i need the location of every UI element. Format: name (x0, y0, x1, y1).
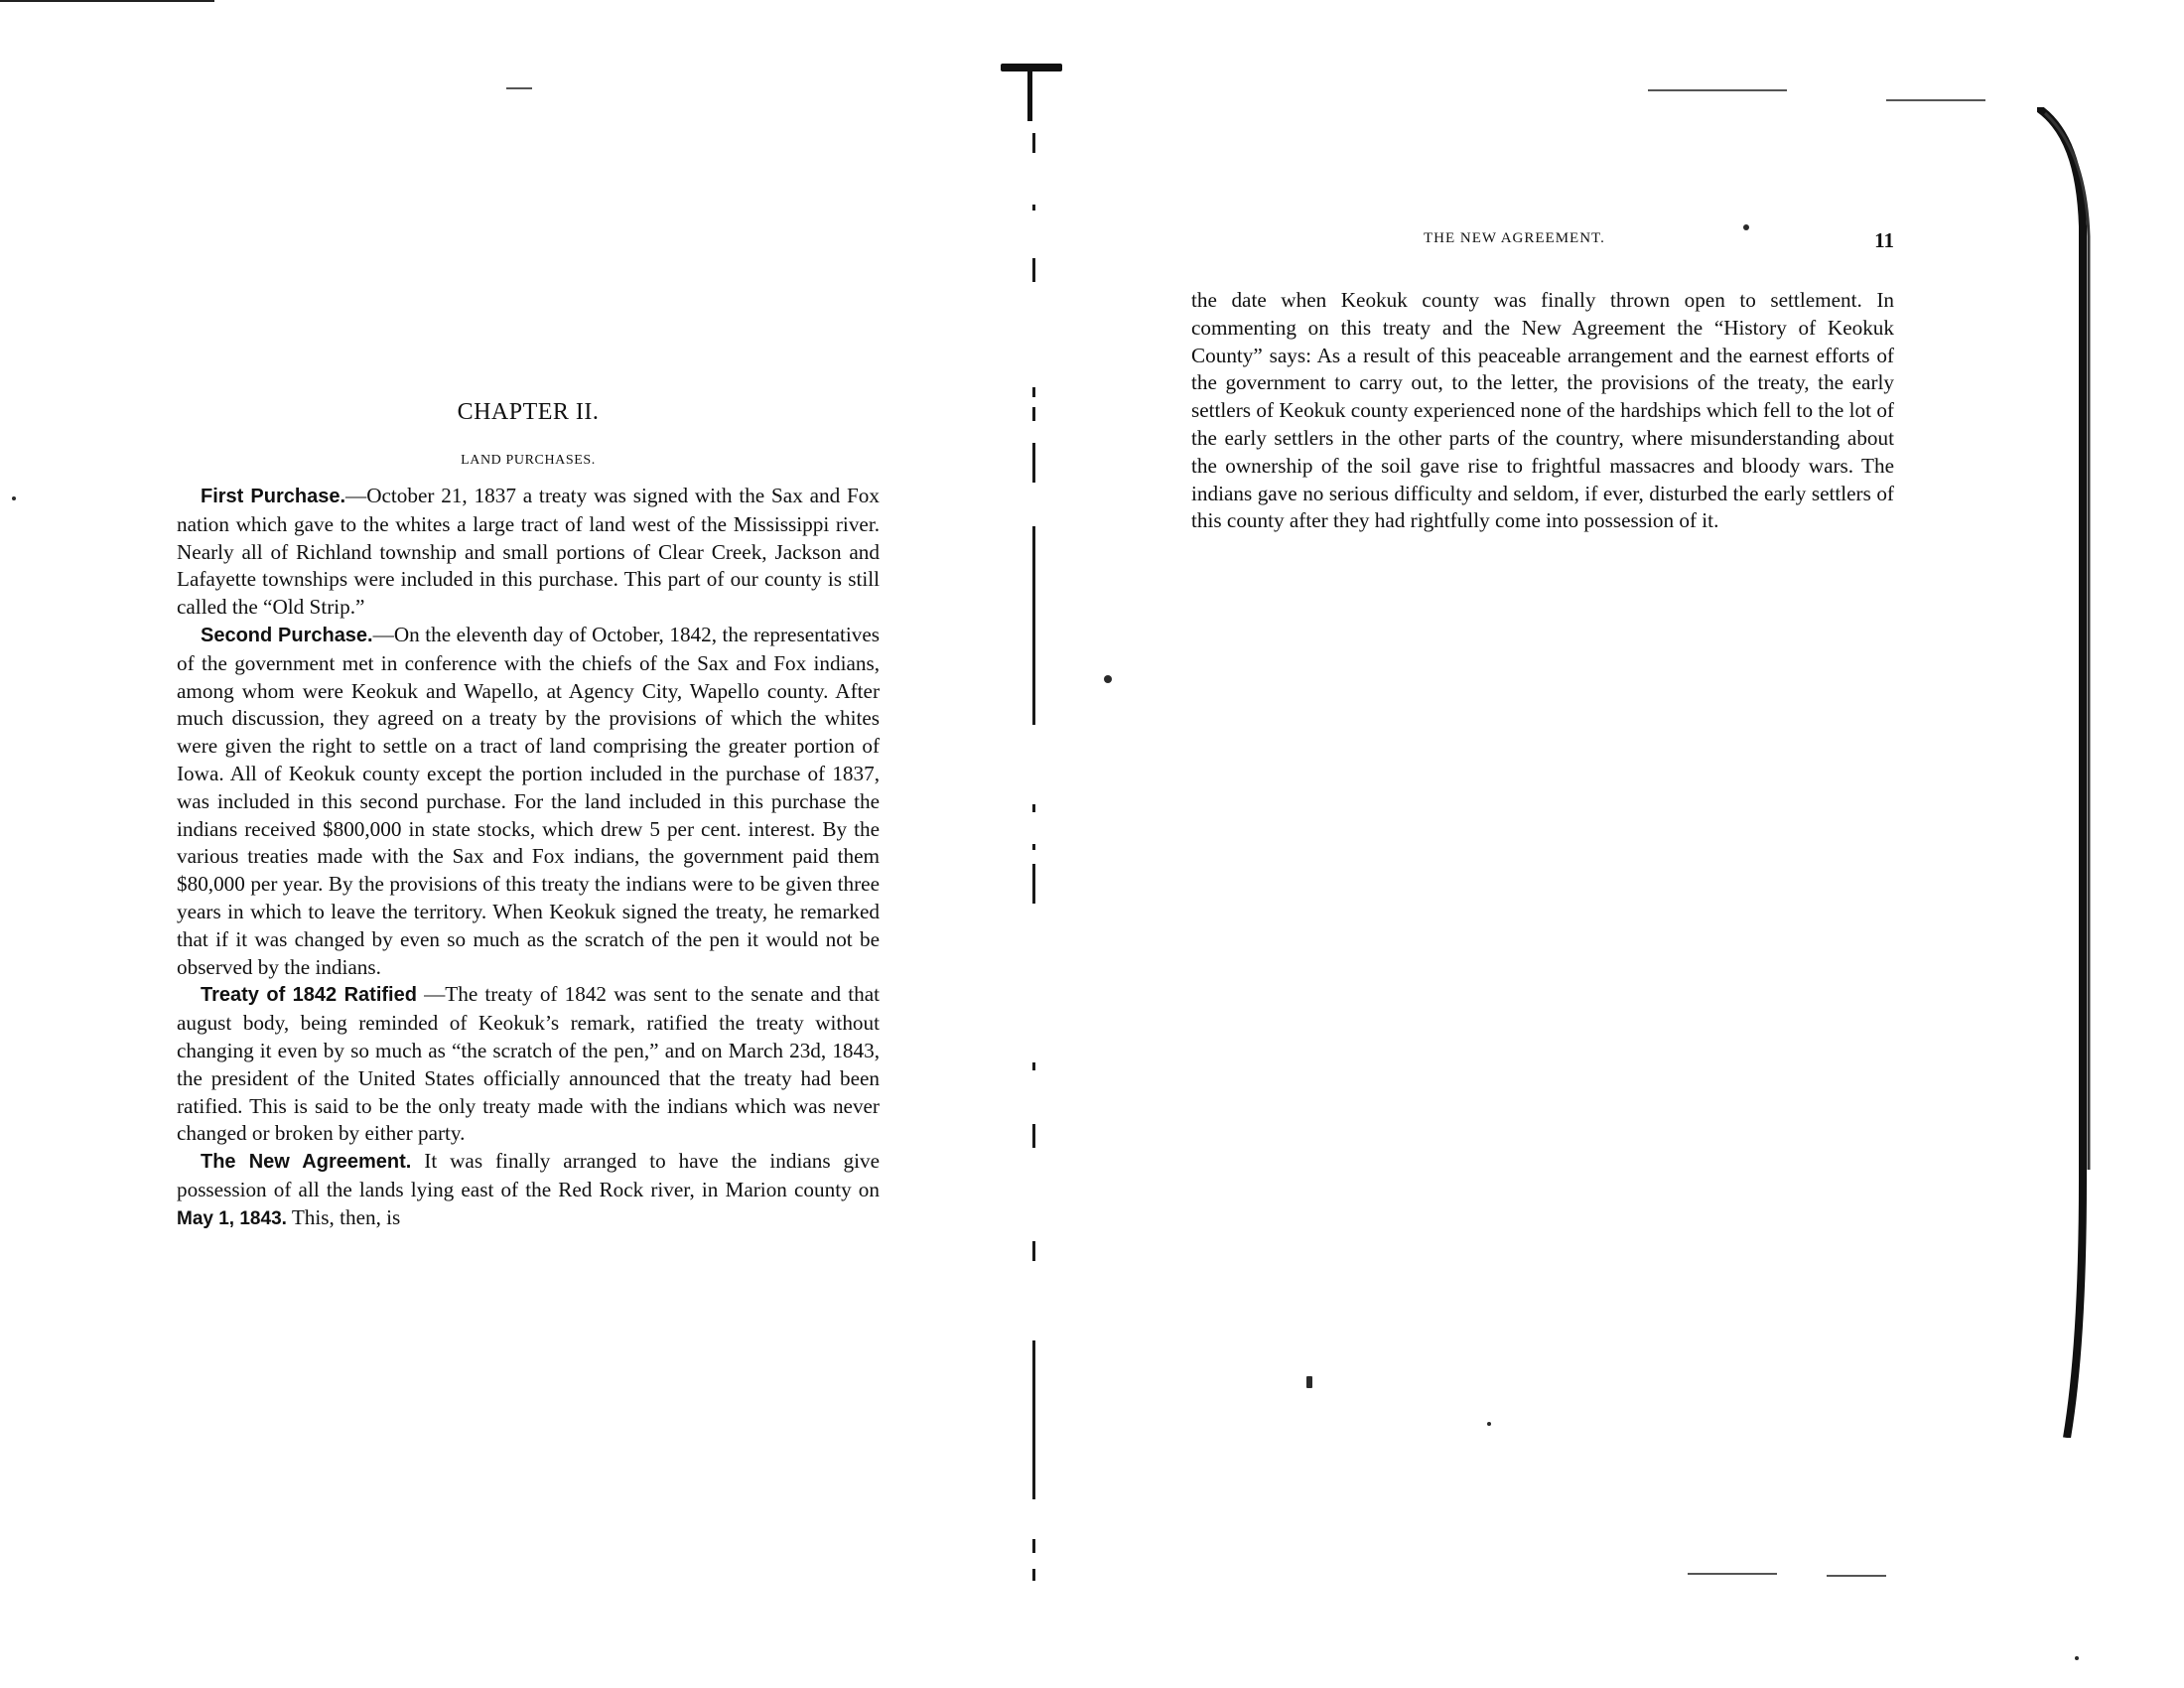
paragraph-tail: This, then, is (286, 1204, 401, 1229)
paragraph-body: It was finally arranged to have the indians give possession of all the lands lying east of the Red Rock river, in Marion county on (177, 1149, 880, 1201)
paragraph-heading: Second Purchase. (201, 624, 373, 646)
scan-edge-rule (0, 0, 214, 2)
page-number: 11 (1874, 228, 1894, 252)
scan-speck (12, 496, 16, 500)
scan-dash (1827, 1575, 1886, 1577)
scan-speck (1104, 675, 1112, 683)
paragraph-continuation: the date when Keokuk county was finally thrown open to settlement. In commenting on this treaty and the New Agreement the “History of Keokuk County” says: As a result of this peaceable arrangement and the earnest efforts of the government to carry out, to the letter, the provisions of the treaty, the early settlers of Keokuk county experienced none of the hardships which fell to the lot of the early settlers in the other parts of the country, where misunderstanding about the ownership of the soil gave rise to frightful massacres and bloody wars. The indians gave no serious difficulty and seldom, if ever, disturbed the early settlers of this county after they had rightfully come into possession of it. (1191, 288, 1894, 533)
paragraph-first-purchase (177, 483, 880, 622)
paragraph-body: —October 21, 1837 a treaty was signed with the Sax and Fox nation which gave to the whites a large tract of land west of the Mississippi river. Nearly all of Richland township and small portions of Clear Creek, Jackson and Lafayette townships were included in this purchase. This part of our county is still called the “Old Strip.” (177, 484, 880, 620)
scan-dash (1886, 99, 1985, 101)
paragraph-new-agreement (177, 1148, 880, 1232)
paragraph-treaty-ratified (177, 981, 880, 1148)
page-curl-edge (2037, 107, 2097, 1438)
right-page (1191, 287, 1894, 535)
paragraph-heading: The New Agreement. (201, 1151, 412, 1174)
running-title: THE NEW AGREEMENT. (1424, 230, 1605, 246)
scan-speck (1487, 1422, 1491, 1426)
paragraph-date: May 1, 1843. (177, 1207, 287, 1229)
paragraph-body: —On the eleventh day of October, 1842, the representatives of the government met in conference with the chiefs of the Sax and Fox indians, among whom were Keokuk and Wapello, at Agency City, Wapello county. After much discussion, they agreed on a treaty by the provisions of which the whites were given the right to settle on a tract of land comprising the greater portion of Iowa. All of Keokuk county except the portion included in the purchase of 1837, was included in this second purchase. For the land included in this purchase the indians received $800,000 in state stocks, which drew 5 per cent. interest. By the various treaties made with the Sax and Fox indians, the government paid them $80,000 per year. By the provisions of this treaty the indians were to be given three years in which to leave the territory. When Keokuk signed the treaty, he remarked that if it was changed by even so much as the scratch of the pen it would not be observed by the indians. (177, 622, 881, 979)
scan-dash (1688, 1573, 1777, 1575)
scan-speck (1306, 1376, 1312, 1388)
paragraph-heading: Treaty of 1842 Ratified (201, 984, 417, 1007)
paragraph-heading: First Purchase. (201, 486, 346, 507)
scan-dash (1648, 89, 1787, 91)
scan-speck (2075, 1656, 2079, 1660)
chapter-title: CHAPTER II. (457, 399, 600, 425)
scan-dash (506, 87, 532, 89)
paragraph-second-purchase (177, 622, 880, 981)
gutter-line (1032, 60, 1036, 1569)
running-head (1191, 228, 1894, 258)
section-title: LAND PURCHASES. (461, 453, 596, 468)
paragraph-body: —The treaty of 1842 was sent to the senate and that august body, being reminded of Keokuk’s remark, ratified the treaty without changing it even by so much as “the scratch of the pen,” and on March 23d, 1843, the president of the United States officially announced that the treaty had been ratified. This is said to be the only treaty made with the indians which was never changed or broken by either party. (177, 982, 880, 1146)
left-page (177, 387, 880, 1233)
